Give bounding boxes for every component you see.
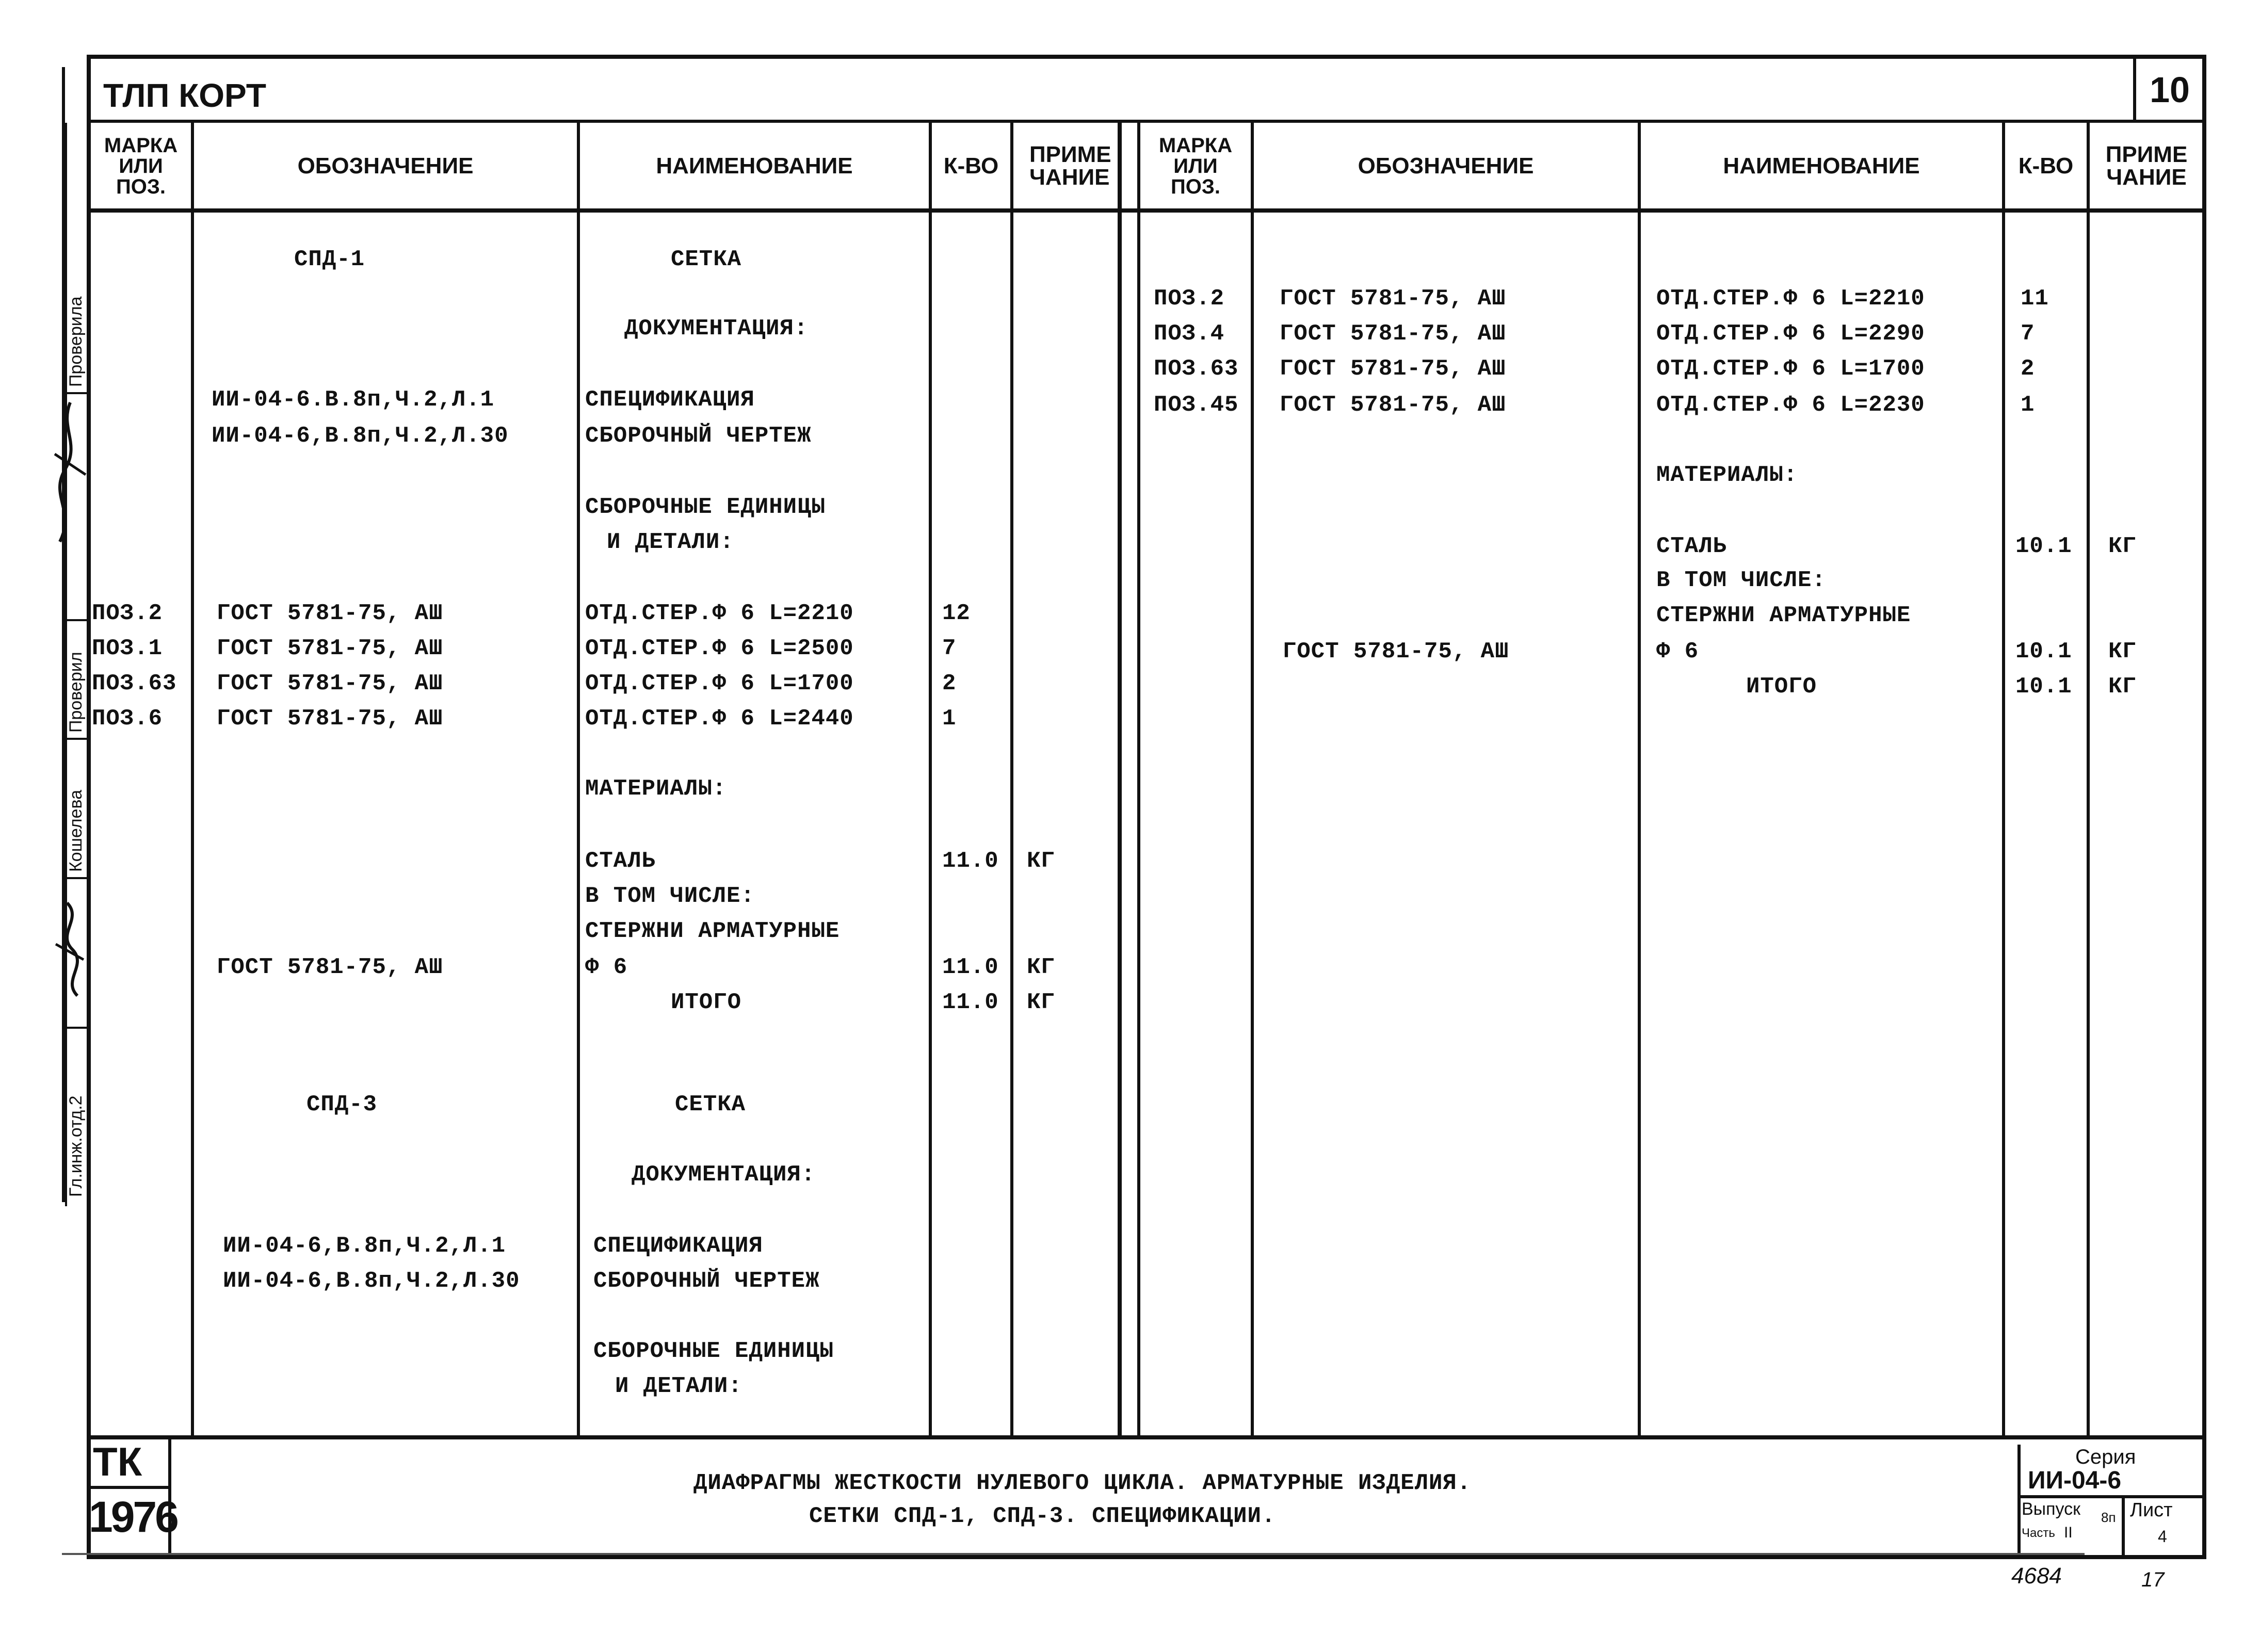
- stamp-sep-5: [65, 392, 87, 394]
- left-row-0-obozn: СПД-1: [294, 247, 365, 272]
- right-row-5-kvo: 10.1: [2015, 533, 2072, 559]
- right-col-line-4: [2087, 120, 2090, 1435]
- right-header-oboznachenie-text: ОБОЗНАЧЕНИЕ: [1358, 153, 1534, 179]
- left-row-7-obozn: ГОСТ 5781-75, АШ: [217, 636, 443, 661]
- left-row-16-naim: СЕТКА: [675, 1092, 746, 1117]
- sheet-title: ТЛП КОРТ: [103, 77, 266, 114]
- left-header-primechanie-text: ПРИМЕ ЧАНИЕ: [1029, 142, 1111, 190]
- right-row-9-naim: ИТОГО: [1746, 674, 1817, 700]
- left-row-6-poz: ПОЗ.2: [92, 601, 163, 626]
- left-col-line-3: [929, 120, 932, 1435]
- org-code: ТК: [93, 1439, 142, 1484]
- list-value: 4: [2158, 1527, 2167, 1546]
- right-row-8-naim: Ф 6: [1656, 639, 1699, 665]
- right-row-2-naim: ОТД.СТЕР.Ф 6 L=1700: [1656, 356, 1925, 382]
- left-row-6-obozn: ГОСТ 5781-75, АШ: [217, 601, 443, 626]
- corner-mark: 17: [2141, 1568, 2165, 1591]
- left-row-8-naim: ОТД.СТЕР.Ф 6 L=1700: [585, 671, 854, 697]
- left-row-0-naim: СЕТКА: [671, 247, 742, 272]
- drawing-title-line-1: ДИАФРАГМЫ ЖЕСТКОСТИ НУЛЕВОГО ЦИКЛА. АРМАТУРНЫЕ ИЗДЕЛИЯ.: [693, 1470, 1472, 1496]
- right-row-8-obozn: ГОСТ 5781-75, АШ: [1283, 639, 1509, 665]
- title-block-top-line: [87, 1435, 2206, 1439]
- right-row-9-prim: КГ: [2108, 674, 2137, 700]
- right-row-5-naim: СТАЛЬ: [1656, 533, 1728, 559]
- left-row-12-naim: В ТОМ ЧИСЛЕ:: [585, 883, 755, 909]
- right-row-0-kvo: 11: [2021, 286, 2049, 312]
- right-row-2-obozn: ГОСТ 5781-75, АШ: [1280, 356, 1506, 382]
- drawing-title-line-2: СЕТКИ СПД-1, СПД-3. СПЕЦИФИКАЦИИ.: [809, 1503, 1276, 1529]
- left-row-9-obozn: ГОСТ 5781-75, АШ: [217, 706, 443, 732]
- left-row-3-obozn: ИИ-04-6,В.8п,Ч.2,Л.30: [212, 423, 509, 449]
- right-row-3-obozn: ГОСТ 5781-75, АШ: [1280, 392, 1506, 418]
- left-row-18-obozn: ИИ-04-6,В.8п,Ч.2,Л.1: [223, 1233, 506, 1259]
- left-row-1-naim: ДОКУМЕНТАЦИЯ:: [624, 316, 809, 342]
- stamp-sep-4: [65, 619, 87, 621]
- left-row-16-obozn: СПД-3: [306, 1092, 378, 1117]
- stamp-name-kosheleva: Кошелева: [66, 789, 86, 872]
- left-header-naimenovanie-text: НАИМЕНОВАНИЕ: [656, 153, 853, 179]
- right-row-7-naim: СТЕРЖНИ АРМАТУРНЫЕ: [1656, 603, 1911, 628]
- left-header-primechanie: [1013, 125, 1118, 207]
- series-block-split: [2122, 1495, 2125, 1559]
- left-header-oboznachenie: [194, 125, 577, 207]
- left-row-3-naim: СБОРОЧНЫЙ ЧЕРТЕЖ: [585, 423, 812, 449]
- left-row-9-naim: ОТД.СТЕР.Ф 6 L=2440: [585, 706, 854, 732]
- left-header-oboznachenie-text: ОБОЗНАЧЕНИЕ: [297, 153, 474, 179]
- right-row-8-kvo: 10.1: [2015, 639, 2072, 665]
- binding-strip-line-inner: [87, 55, 91, 1559]
- signature-mark-1: [50, 397, 91, 552]
- left-header-marka: [91, 125, 191, 207]
- left-row-7-naim: ОТД.СТЕР.Ф 6 L=2500: [585, 636, 854, 661]
- right-row-0-poz: ПОЗ.2: [1154, 286, 1225, 312]
- left-row-8-obozn: ГОСТ 5781-75, АШ: [217, 671, 443, 697]
- right-col-line-3: [2002, 120, 2005, 1435]
- left-row-9-kvo: 1: [942, 706, 957, 732]
- left-row-10-naim: МАТЕРИАЛЫ:: [585, 776, 727, 802]
- year: 1976: [89, 1493, 177, 1541]
- series-label: Серия: [2075, 1446, 2136, 1468]
- left-row-15-prim: КГ: [1027, 990, 1055, 1015]
- left-row-21-naim: И ДЕТАЛИ:: [615, 1373, 742, 1399]
- left-row-7-poz: ПОЗ.1: [92, 636, 163, 661]
- left-row-11-prim: КГ: [1027, 848, 1055, 874]
- right-row-1-obozn: ГОСТ 5781-75, АШ: [1280, 321, 1506, 347]
- right-col-line-2: [1638, 120, 1641, 1435]
- chast-label: Часть: [2022, 1526, 2055, 1540]
- right-row-2-kvo: 2: [2021, 356, 2035, 382]
- stamp-sep-1: [65, 1027, 87, 1029]
- right-row-0-obozn: ГОСТ 5781-75, АШ: [1280, 286, 1506, 312]
- left-header-naimenovanie: [580, 125, 929, 207]
- signature-mark-2: [52, 898, 88, 1001]
- scan-edge-line: [62, 1553, 2085, 1555]
- vypusk-label: Выпуск: [2022, 1499, 2081, 1519]
- left-row-8-kvo: 2: [942, 671, 957, 697]
- left-header-marka-text: МАРКА ИЛИ ПОЗ.: [104, 134, 178, 198]
- right-header-primechanie-text: ПРИМЕ ЧАНИЕ: [2105, 142, 2188, 190]
- right-row-1-naim: ОТД.СТЕР.Ф 6 L=2290: [1656, 321, 1925, 347]
- series-block-left: [2017, 1445, 2021, 1559]
- page-number-box-left: [2133, 55, 2136, 120]
- right-row-3-naim: ОТД.СТЕР.Ф 6 L=2230: [1656, 392, 1925, 418]
- right-row-9-kvo: 10.1: [2015, 674, 2072, 700]
- left-col-line-1: [191, 120, 194, 1435]
- center-split-b: [1137, 120, 1140, 1435]
- left-row-20-naim: СБОРОЧНЫЕ ЕДИНИЦЫ: [593, 1338, 834, 1364]
- left-row-14-naim: Ф 6: [585, 954, 628, 980]
- left-col-line-4: [1010, 120, 1013, 1435]
- right-header-kvo-text: К-ВО: [2018, 153, 2074, 179]
- right-header-naimenovanie: [1641, 125, 2002, 207]
- left-row-15-naim: ИТОГО: [671, 990, 742, 1015]
- right-header-primechanie: [2090, 125, 2203, 207]
- series-value: ИИ-04-6: [2028, 1467, 2122, 1494]
- right-row-2-poz: ПОЗ.63: [1154, 356, 1239, 382]
- right-col-line-1: [1251, 120, 1254, 1435]
- right-row-1-kvo: 7: [2021, 321, 2035, 347]
- vypusk-value: 8п: [2101, 1510, 2116, 1525]
- inventory-number: 4684: [2011, 1563, 2062, 1589]
- stamp-role-proverila: Проверила: [66, 296, 86, 387]
- right-row-5-prim: КГ: [2108, 533, 2137, 559]
- left-row-4-naim: СБОРОЧНЫЕ ЕДИНИЦЫ: [585, 494, 826, 520]
- left-row-2-naim: СПЕЦИФИКАЦИЯ: [585, 387, 755, 413]
- right-row-3-kvo: 1: [2021, 392, 2035, 418]
- drawing-sheet: [87, 55, 2206, 1559]
- left-row-19-obozn: ИИ-04-6,В.8п,Ч.2,Л.30: [223, 1268, 520, 1294]
- left-row-18-naim: СПЕЦИФИКАЦИЯ: [593, 1233, 763, 1259]
- right-row-6-naim: В ТОМ ЧИСЛЕ:: [1656, 568, 1826, 593]
- stamp-role-gl-inzh: Гл.инж.отд.2: [66, 1095, 86, 1197]
- stamp-sep-3: [65, 738, 87, 740]
- left-row-11-naim: СТАЛЬ: [585, 848, 656, 874]
- column-header-divider: [87, 208, 2206, 213]
- center-split-a: [1118, 120, 1122, 1435]
- series-block-midline: [2017, 1495, 2206, 1498]
- left-row-13-naim: СТЕРЖНИ АРМАТУРНЫЕ: [585, 918, 840, 944]
- left-row-17-naim: ДОКУМЕНТАЦИЯ:: [632, 1162, 816, 1188]
- left-row-14-prim: КГ: [1027, 954, 1055, 980]
- stamp-sep-2: [65, 877, 87, 879]
- left-row-5-naim: И ДЕТАЛИ:: [607, 529, 734, 555]
- left-row-14-obozn: ГОСТ 5781-75, АШ: [217, 954, 443, 980]
- left-row-2-obozn: ИИ-04-6.В.8п,Ч.2,Л.1: [212, 387, 495, 413]
- stamp-role-proveril: Проверил: [66, 652, 86, 733]
- left-row-6-naim: ОТД.СТЕР.Ф 6 L=2210: [585, 601, 854, 626]
- right-header-oboznachenie: [1254, 125, 1638, 207]
- right-header-kvo: [2005, 125, 2087, 207]
- left-row-9-poz: ПОЗ.6: [92, 706, 163, 732]
- header-divider: [87, 120, 2206, 123]
- left-row-14-kvo: 11.0: [942, 954, 999, 980]
- right-header-naimenovanie-text: НАИМЕНОВАНИЕ: [1723, 153, 1920, 179]
- right-row-1-poz: ПОЗ.4: [1154, 321, 1225, 347]
- left-row-6-kvo: 12: [942, 601, 971, 626]
- right-row-4-naim: МАТЕРИАЛЫ:: [1656, 462, 1798, 488]
- left-row-19-naim: СБОРОЧНЫЙ ЧЕРТЕЖ: [593, 1268, 820, 1294]
- right-row-8-prim: КГ: [2108, 639, 2137, 665]
- right-row-3-poz: ПОЗ.45: [1154, 392, 1239, 418]
- left-header-kvo-text: К-ВО: [943, 153, 999, 179]
- left-row-8-poz: ПОЗ.63: [92, 671, 177, 697]
- right-header-marka: [1140, 125, 1251, 207]
- list-label: Лист: [2130, 1499, 2173, 1521]
- page-number: 10: [2150, 70, 2190, 110]
- left-col-line-2: [577, 120, 580, 1435]
- left-row-11-kvo: 11.0: [942, 848, 999, 874]
- right-row-0-naim: ОТД.СТЕР.Ф 6 L=2210: [1656, 286, 1925, 312]
- title-block-code-midline: [87, 1486, 168, 1489]
- chast-value: II: [2064, 1524, 2073, 1541]
- left-header-kvo: [932, 125, 1010, 207]
- right-header-marka-text: МАРКА ИЛИ ПОЗ.: [1158, 134, 1233, 198]
- left-row-7-kvo: 7: [942, 636, 957, 661]
- left-row-15-kvo: 11.0: [942, 990, 999, 1015]
